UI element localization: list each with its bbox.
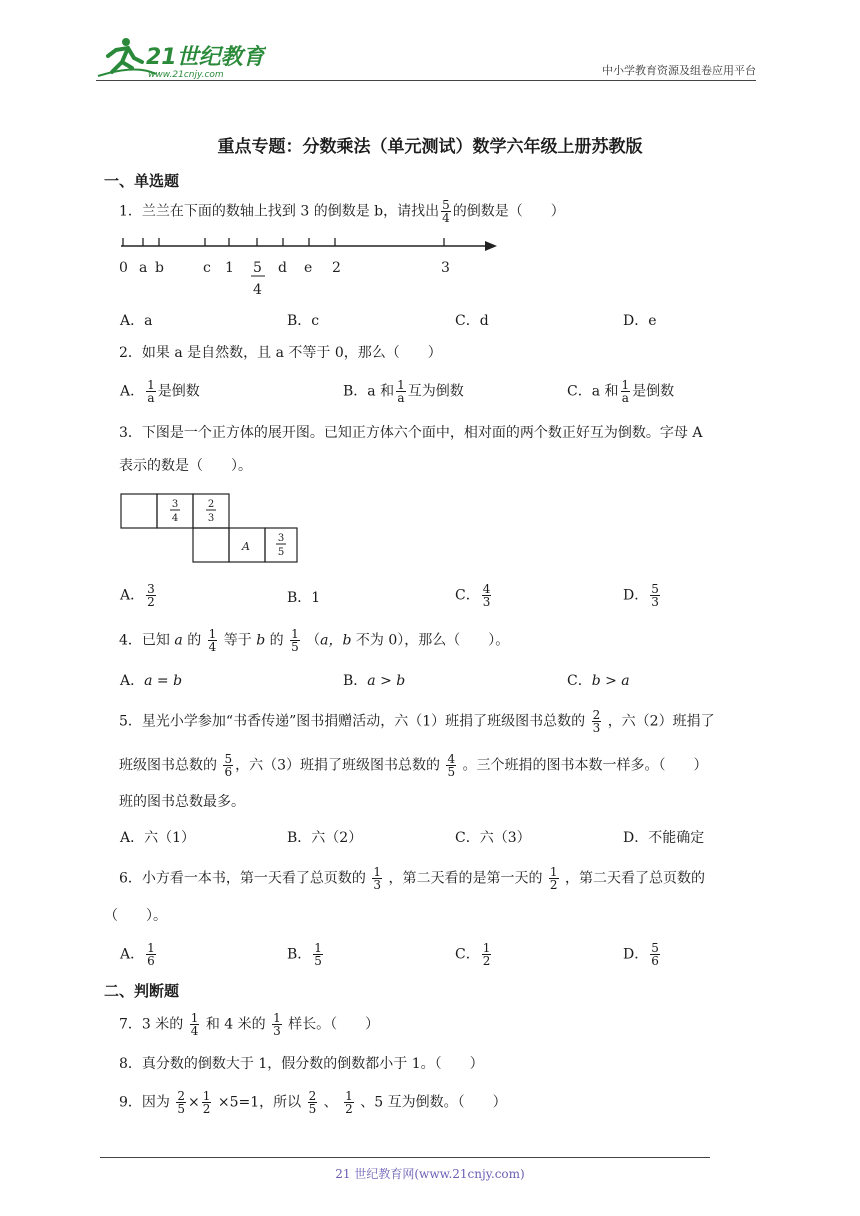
q1-option-b[interactable]: B．c: [287, 313, 320, 329]
question-5-line-2: 班级图书总数的 $\frac{5}{6}$ ，六（3）班捐了班级图书总数的 $\frac{4}{5}$ 。三个班捐的图书本数一样多。（ ）: [119, 752, 708, 779]
numline-label: d: [278, 260, 287, 276]
header-divider: [96, 80, 756, 81]
question-2: 2．如果 a 是自然数，且 a 不等于 0，那么（ ）: [119, 345, 442, 361]
q4-option-b[interactable]: B．a > b: [343, 673, 406, 689]
q5-option-c[interactable]: C．六（3）: [455, 830, 531, 846]
net-cell: 3: [277, 533, 285, 544]
fraction: $\frac{5}{6}$: [224, 752, 233, 779]
q6-option-d[interactable]: D． $\frac{5}{6}$: [623, 941, 659, 968]
footer-divider: [100, 1157, 710, 1158]
page-title: 重点专题：分数乘法（单元测试）数学六年级上册苏教版: [217, 137, 643, 157]
question-7: 7．3 米的 $\frac{1}{4}$ 和 4 米的 $\frac{1}{3}$ 样长。（ ）: [119, 1011, 380, 1038]
net-cell: 3: [171, 499, 179, 510]
fraction: $\frac{1}{2}$: [202, 1089, 211, 1116]
numline-label: a: [139, 260, 148, 276]
q1-option-d[interactable]: D．e: [623, 313, 657, 329]
numline-label: 5: [253, 260, 262, 276]
q2-option-a[interactable]: A． $\frac{1}{a}$ 是倒数: [120, 378, 200, 405]
net-cell: 3: [207, 513, 215, 524]
numline-label: 3: [441, 260, 450, 276]
q5-option-d[interactable]: D．不能确定: [623, 830, 705, 846]
fraction: $\frac{5}{3}$: [651, 582, 659, 609]
fraction: $\frac{3}{2}$: [147, 582, 155, 609]
fraction: $\frac{1}{2}$: [482, 941, 491, 968]
site-logo: [96, 34, 266, 80]
q3-option-a[interactable]: A． $\frac{3}{2}$: [120, 582, 155, 609]
fraction: $\frac{1}{3}$: [373, 865, 381, 892]
question-text: 的倒数是（ ）: [452, 203, 565, 220]
question-3-line-2: 表示的数是（ ）。: [119, 458, 252, 474]
fraction: $\frac{1}{a}$: [397, 378, 405, 405]
q5-option-b[interactable]: B．六（2）: [287, 830, 363, 846]
logo-text: 21世纪教育: [146, 45, 265, 70]
numline-label: e: [304, 260, 313, 276]
numline-label: b: [155, 260, 164, 276]
numline-label: 4: [253, 282, 262, 298]
net-cell: 2: [207, 499, 215, 510]
numline-label: 0: [119, 260, 128, 276]
q6-option-c[interactable]: C． $\frac{1}{2}$: [455, 941, 491, 968]
question-5-line-1: 5．星光小学参加“书香传递”图书捐赠活动，六（1）班捐了班级图书总数的 $\frac{2}{3}$ ，六（2）班捐了: [119, 708, 715, 735]
fraction: $\frac{2}{5}$: [177, 1089, 186, 1116]
q6-option-a[interactable]: A． $\frac{1}{6}$: [120, 941, 155, 968]
fraction: $\frac{1}{6}$: [147, 941, 155, 968]
question-9: 9．因为 $\frac{2}{5}$ × $\frac{1}{2}$ ×5=1，所以 $\frac{2}{5}$ 、 $\frac{1}{2}$ 、5 互为倒数。（ ）: [119, 1089, 507, 1116]
net-cell: 4: [171, 513, 179, 524]
numline-label: c: [203, 260, 211, 276]
q4-option-a[interactable]: A．a = b: [120, 673, 183, 689]
q6-option-b[interactable]: B． $\frac{1}{5}$: [287, 941, 322, 968]
question-5-line-3: 班的图书总数最多。: [119, 794, 245, 810]
q1-option-a[interactable]: A．a: [120, 313, 153, 329]
fraction: $\frac{1}{2}$: [549, 865, 558, 892]
q3-option-d[interactable]: D． $\frac{5}{3}$: [623, 582, 659, 609]
q1-option-c[interactable]: C．d: [455, 313, 489, 329]
question-6-line-2: （ ）。: [104, 908, 167, 924]
fraction: $\frac{1}{4}$: [208, 627, 217, 654]
platform-name: 中小学教育资源及组卷应用平台: [602, 64, 756, 77]
q2-option-b[interactable]: B．a 和 $\frac{1}{a}$ 互为倒数: [343, 378, 464, 405]
q2-option-c[interactable]: C．a 和 $\frac{1}{a}$ 是倒数: [567, 378, 675, 405]
fraction: $\frac{2}{3}$: [592, 708, 601, 735]
cube-net-figure: [119, 492, 299, 564]
q3-option-b[interactable]: B．1: [287, 590, 321, 606]
fraction: $\frac{1}{3}$: [273, 1011, 281, 1038]
fraction: $\frac{1}{5}$: [291, 627, 299, 654]
section-heading-true-false: 二、判断题: [104, 982, 180, 1000]
net-cell: A: [242, 540, 250, 553]
net-cell: 5: [277, 547, 285, 558]
section-heading-single-choice: 一、单选题: [104, 172, 180, 190]
question-text: 1．兰兰在下面的数轴上找到 3 的倒数是 b，请找出: [119, 203, 440, 220]
numline-label: 1: [225, 260, 234, 276]
arrow-icon: [485, 241, 497, 251]
fraction: $\frac{5}{4}$: [442, 198, 450, 225]
q4-option-c[interactable]: C．b > a: [567, 673, 630, 689]
question-6-line-1: 6．小方看一本书，第一天看了总页数的 $\frac{1}{3}$ ，第二天看的是第一天的 $\frac{1}{2}$ ，第二天看了总页数的: [119, 865, 705, 892]
fraction: $\frac{1}{a}$: [621, 378, 630, 405]
number-line-figure: [119, 234, 499, 298]
fraction: $\frac{2}{5}$: [308, 1089, 317, 1116]
fraction: $\frac{1}{a}$: [147, 378, 155, 405]
fraction: $\frac{4}{3}$: [482, 582, 491, 609]
fraction: $\frac{1}{2}$: [345, 1089, 353, 1116]
fraction: $\frac{5}{6}$: [651, 941, 659, 968]
q3-option-c[interactable]: C． $\frac{4}{3}$: [455, 582, 491, 609]
question-3-line-1: 3．下图是一个正方体的展开图。已知正方体六个面中，相对面的两个数正好互为倒数。字母 A: [119, 425, 703, 441]
question-8: 8．真分数的倒数大于 1，假分数的倒数都小于 1。（ ）: [119, 1056, 484, 1072]
q5-option-a[interactable]: A．六（1）: [120, 830, 196, 846]
question-1: [119, 199, 565, 224]
logo-url: www.21cnjy.com: [148, 70, 224, 80]
footer-link[interactable]: 21 世纪教育网(www.21cnjy.com): [335, 1167, 525, 1181]
fraction: $\frac{1}{5}$: [314, 941, 322, 968]
question-4: 4．已知 a 的 $\frac{1}{4}$ 等于 b 的 $\frac{1}{5}$ （a，b 不为 0），那么（ ）。: [119, 627, 510, 654]
fraction: $\frac{4}{5}$: [447, 752, 456, 779]
fraction: $\frac{1}{4}$: [190, 1011, 199, 1038]
numline-label: 2: [332, 260, 341, 276]
